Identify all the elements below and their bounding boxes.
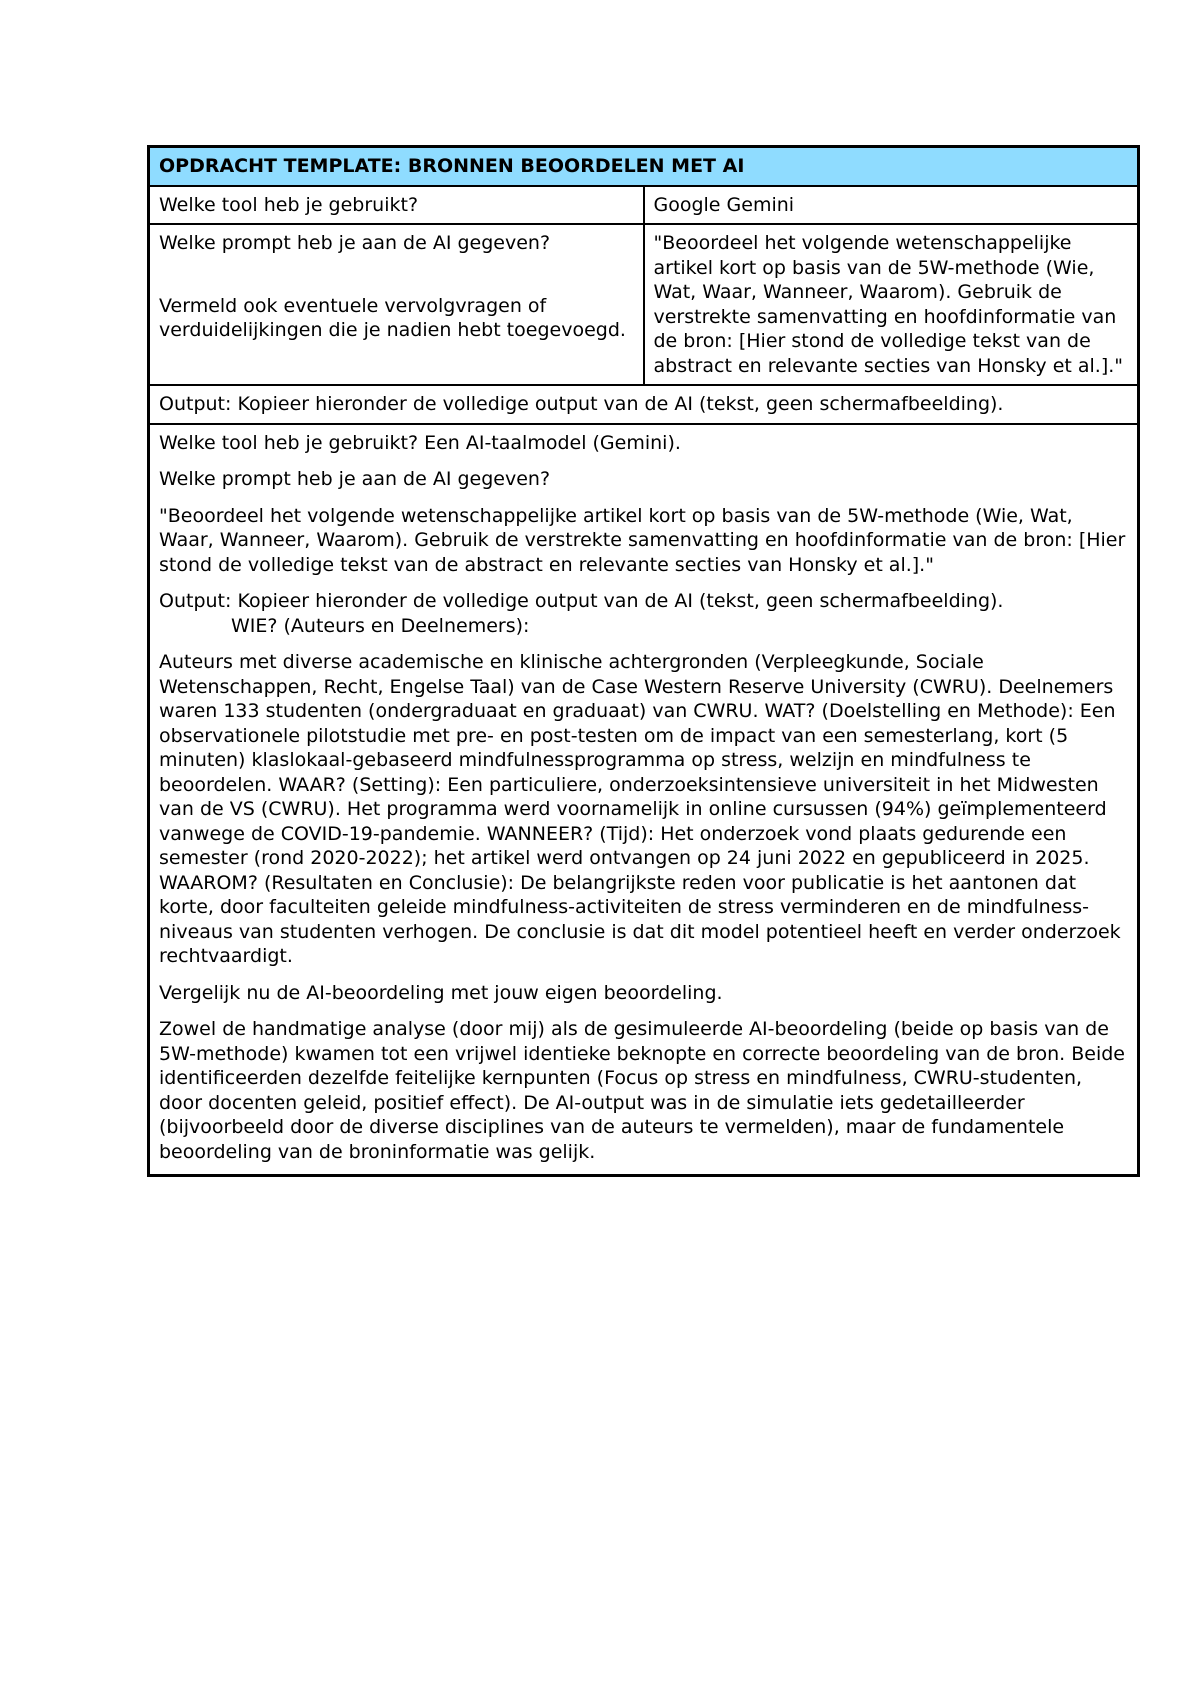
wie-heading: WIE? (Auteurs en Deelnemers):: [231, 614, 530, 637]
output-prompt-text: "Beoordeel het volgende wetenschappelijke artikel kort op basis van de 5W-methode (Wie, Wat, Waar, Wanneer, Waarom). Gebruik de verstrekte samenvatting en hoofdinformatie van de bron: [Hier stond de volledige tekst van de abstract en relevante secties van Honsky et al.].": [159, 504, 1126, 576]
output-prompt-question: Welke prompt heb je aan de AI gegeven?: [159, 468, 551, 490]
tool-question: Welke tool heb je gebruikt?: [149, 186, 644, 225]
output-content-cell: [149, 424, 1139, 1176]
output-output-line: Output: Kopieer hieronder de volledige output van de AI (tekst, geen schermafbeelding).: [159, 590, 1004, 612]
prompt-question-cell: [149, 224, 644, 385]
prompt-row: [149, 224, 1139, 385]
template-title: OPDRACHT TEMPLATE: BRONNEN BEOORDELEN MET AI: [149, 147, 1139, 186]
tool-answer: Google Gemini: [644, 186, 1139, 225]
compare-question: Vergelijk nu de AI-beoordeling met jouw eigen beoordeling.: [159, 981, 723, 1004]
output-output-block: [159, 589, 1128, 638]
tool-row: [149, 186, 1139, 225]
prompt-question: Welke prompt heb je aan de AI gegeven?: [159, 232, 551, 254]
prompt-answer: "Beoordeel het volgende wetenschappelijke artikel kort op basis van de 5W-methode (Wie, Wat, Waar, Wanneer, Waarom). Gebruik de verstrekte samenvatting en hoofdinformatie van de bron: [Hier stond de volledige tekst van de abstract en relevante secties van Honsky et al.].": [644, 224, 1139, 385]
output-analysis: Auteurs met diverse academische en klinische achtergronden (Verpleegkunde, Sociale Wetenschappen, Recht, Engelse Taal) van de Case Western Reserve University (CWRU). Deelnemers waren 133 studenten (ondergraduaat en graduaat) van CWRU. WAT? (Doelstelling en Methode): Een observationele pilotstudie met pre- en post-testen om de impact van een semesterlang, kort (5 minuten) klaslokaal-gebaseerd mindfulnessprogramma op stress, welzijn en mindfulness te beoordelen. WAAR? (Setting): Een particuliere, onderzoeksintensieve universiteit in het Midwesten van de VS (CWRU). Het programma werd voornamelijk in online cursussen (94%) geïmplementeerd vanwege de COVID-19-pandemie. WANNEER? (Tijd): Het onderzoek vond plaats gedurende een semester (rond 2020-2022); het artikel werd ontvangen op 24 juni 2022 en gepubliceerd in 2025. WAAROM? (Resultaten en Conclusie): De belangrijkste reden voor publicatie is het aantonen dat korte, door faculteiten geleide mindfulness-activiteiten de stress verminderen en de mindfulness-niveaus van studenten verhogen. De conclusie is dat dit model potentieel heeft en verder onderzoek rechtvaardigt.: [159, 651, 1121, 967]
header-row: [149, 147, 1139, 186]
output-tool-line: Welke tool heb je gebruikt? Een AI-taalmodel (Gemini).: [159, 431, 681, 454]
output-instruction-row: [149, 385, 1139, 424]
prompt-note: Vermeld ook eventuele vervolgvragen of verduidelijkingen die je nadien hebt toegevoegd.: [159, 294, 626, 341]
output-content-row: [149, 424, 1139, 1176]
output-instruction: Output: Kopieer hieronder de volledige output van de AI (tekst, geen schermafbeelding).: [149, 385, 1139, 424]
compare-answer: Zowel de handmatige analyse (door mij) als de gesimuleerde AI-beoordeling (beide op basis van de 5W-methode) kwamen tot een vrijwel identieke beknopte en correcte beoordeling van de bron. Beide identificeerden dezelfde feitelijke kernpunten (Focus op stress en mindfulness, CWRU-studenten, door docenten geleid, positief effect). De AI-output was in de simulatie iets gedetailleerder (bijvoorbeeld door de diverse disciplines van de auteurs te vermelden), maar de fundamentele beoordeling van de broninformatie was gelijk.: [159, 1018, 1125, 1163]
assignment-template-table: [147, 145, 1140, 1177]
